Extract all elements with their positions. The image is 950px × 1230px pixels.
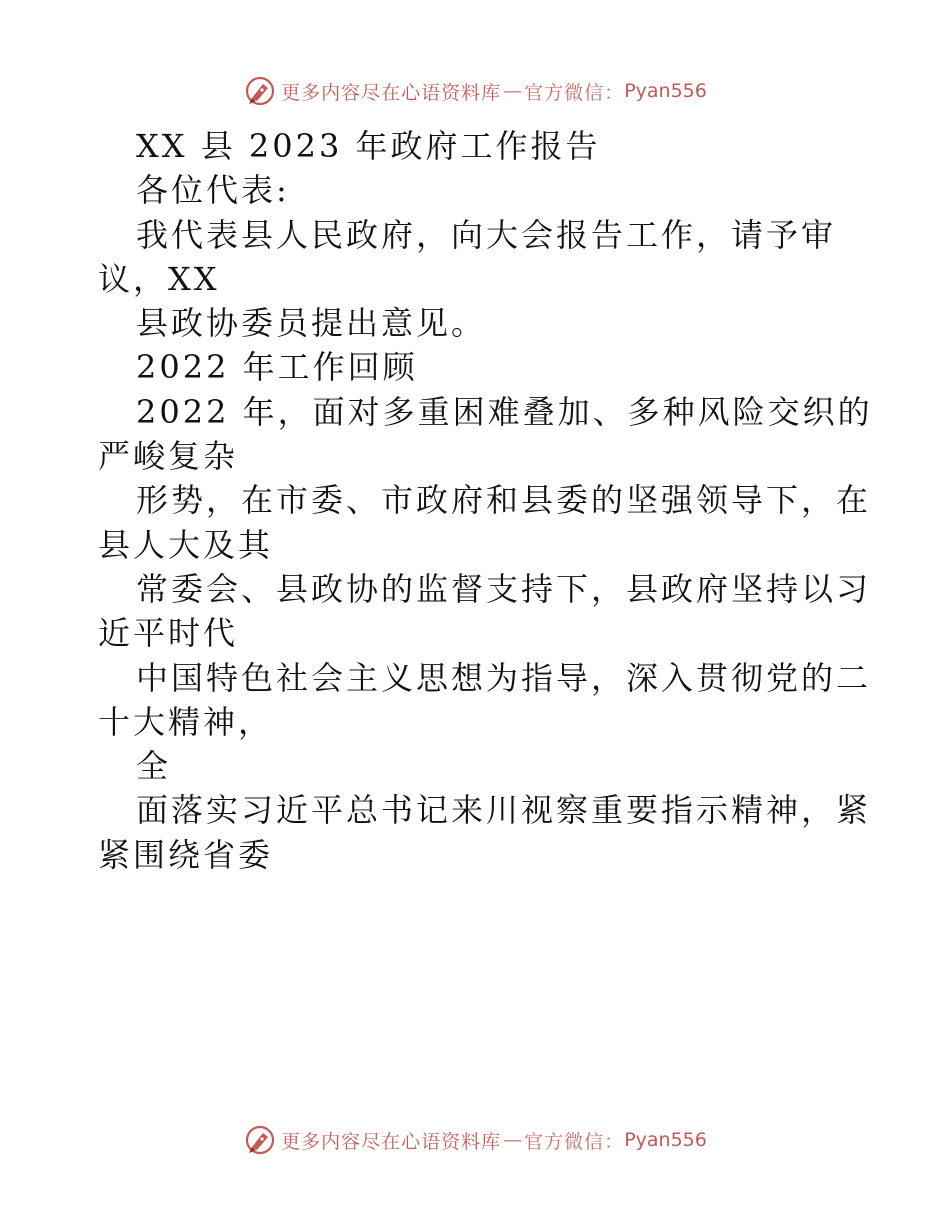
paragraph-line: 近平时代 (98, 614, 239, 653)
watermark-sub-text: 官方微信 (524, 1130, 605, 1153)
watermark-account: Pyan556 (624, 80, 707, 102)
salutation: 各位代表: (136, 171, 290, 210)
footer-watermark (0, 1120, 950, 1160)
watermark-colon: ： (604, 1130, 625, 1153)
paragraph-line: 2022 年，面对多重困难叠加、多种风险交织的 (136, 392, 873, 431)
header-watermark (0, 71, 950, 111)
paragraph-line: 议，XX (98, 259, 220, 298)
watermark-colon: ： (604, 81, 625, 104)
paragraph-line: 紧围绕省委 (98, 835, 274, 874)
watermark-main-text: 更多内容尽在心语资料库 (281, 1130, 502, 1153)
pen-nib-icon (243, 74, 277, 108)
watermark-account: Pyan556 (624, 1129, 707, 1151)
paragraph-line: 我代表县人民政府，向大会报告工作，请予审 (136, 215, 837, 254)
section-heading: 2022 年工作回顾 (136, 348, 418, 387)
paragraph-line: 全 (136, 747, 172, 786)
pen-nib-icon (243, 1123, 277, 1157)
document-body (98, 124, 873, 877)
watermark-separator: — (503, 1129, 523, 1151)
paragraph-line: 严峻复杂 (98, 437, 239, 476)
paragraph-line: 形势，在市委、市政府和县委的坚强领导下，在 (136, 481, 872, 520)
paragraph-line: 县政协委员提出意见。 (136, 304, 487, 343)
document-title: XX 县 2023 年政府工作报告 (136, 127, 601, 165)
paragraph-line: 面落实习近平总书记来川视察重要指示精神，紧 (136, 791, 872, 830)
watermark-separator: — (503, 80, 523, 102)
watermark-sub-text: 官方微信 (524, 81, 605, 104)
paragraph-line: 中国特色社会主义思想为指导，深入贯彻党的二 (136, 658, 872, 697)
watermark-main-text: 更多内容尽在心语资料库 (281, 81, 502, 104)
paragraph-line: 十大精神， (98, 702, 274, 741)
paragraph-line: 县人大及其 (98, 525, 274, 564)
paragraph-line: 常委会、县政协的监督支持下，县政府坚持以习 (136, 569, 872, 608)
